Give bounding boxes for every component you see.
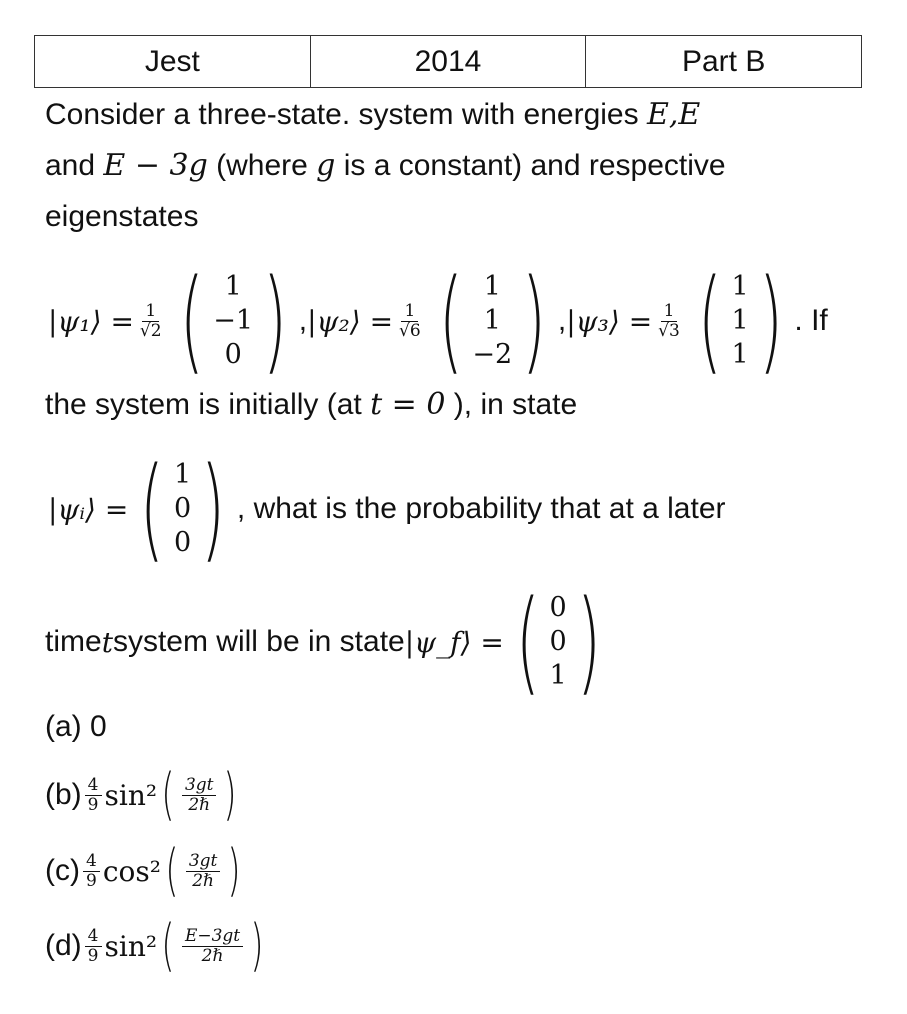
energies-math: E,E (646, 97, 701, 132)
option-d-argument: $\frac{E-3gt}{\text{2ℏ}}$ (182, 927, 243, 965)
option-b-coefficient: $\frac{4}{9}$ (85, 776, 102, 814)
vector-psi-i: ( 1 0 0 ) (140, 444, 226, 574)
option-d[interactable]: (d) $\frac{4}{9}$ sin² ( $\frac{E-3gt}{\text{2ℏ}}$ ) (45, 913, 264, 978)
norm2-fraction: $\frac{1}{√6}$ (399, 300, 421, 341)
question-line-2: and E − 3g (where g is a constant) and respective (45, 148, 726, 183)
option-a[interactable]: (a) 0 (45, 710, 107, 743)
option-c-coefficient: $\frac{4}{9}$ (83, 852, 100, 890)
option-c[interactable]: (c) $\frac{4}{9}$ cos² ( $\frac{3gt}{\text{2ℏ}}$ ) (45, 838, 241, 903)
header-year: 2014 (310, 36, 586, 88)
header-exam: Jest (35, 36, 311, 88)
question-line-6: , what is the probability that at a later (236, 492, 726, 525)
psi-i-label: |ψᵢ⟩ = (48, 492, 129, 526)
psi3-label: |ψ₃⟩ = (566, 304, 653, 338)
psi2-label: |ψ₂⟩ = (307, 304, 394, 338)
vector-psi3: ( 1 1 1 ) (697, 256, 783, 386)
option-b[interactable]: (b) $\frac{4}{9}$ sin² ( $\frac{3gt}{\text{2ℏ}}$ ) (45, 762, 237, 827)
eigenstates-row: |ψ₁⟩ = $\frac{1}{√2}$ ( 1 −1 0 ) , |ψ₂⟩ = $\frac{1}{√6}$ ( 1 1 −2 ) , |ψ₃⟩ = $\frac{1}{√3}$ ( 1 1 1 ) . If (48, 256, 828, 386)
vector-psi-f: ( 0 0 1 ) (515, 577, 601, 707)
psi-f-label: |ψ_f⟩ = (404, 625, 504, 659)
question-line-3: eigenstates (45, 200, 199, 233)
vector-psi2: ( 1 1 −2 ) (438, 256, 547, 386)
final-state-row: time t system will be in state |ψ_f⟩ = ( 0 0 1 ) (45, 583, 612, 701)
header-table (34, 35, 862, 88)
option-b-argument: $\frac{3gt}{\text{2ℏ}}$ (182, 776, 217, 814)
initial-state-row (48, 444, 726, 574)
option-c-argument: $\frac{3gt}{\text{2ℏ}}$ (186, 852, 221, 890)
if-text: . If (794, 304, 828, 337)
psi1-label: |ψ₁⟩ = (48, 304, 134, 338)
option-d-coefficient: $\frac{4}{9}$ (85, 927, 102, 965)
header-part: Part B (586, 36, 862, 88)
norm3-fraction: $\frac{1}{√3}$ (658, 300, 680, 341)
question-line-5: the system is initially (at t = 0 ), in state (45, 387, 578, 422)
vector-psi1: ( 1 −1 0 ) (179, 256, 287, 386)
question-line-1: Consider a three-state. system with energies E,E (45, 97, 701, 132)
norm1-fraction: $\frac{1}{√2}$ (139, 300, 162, 341)
